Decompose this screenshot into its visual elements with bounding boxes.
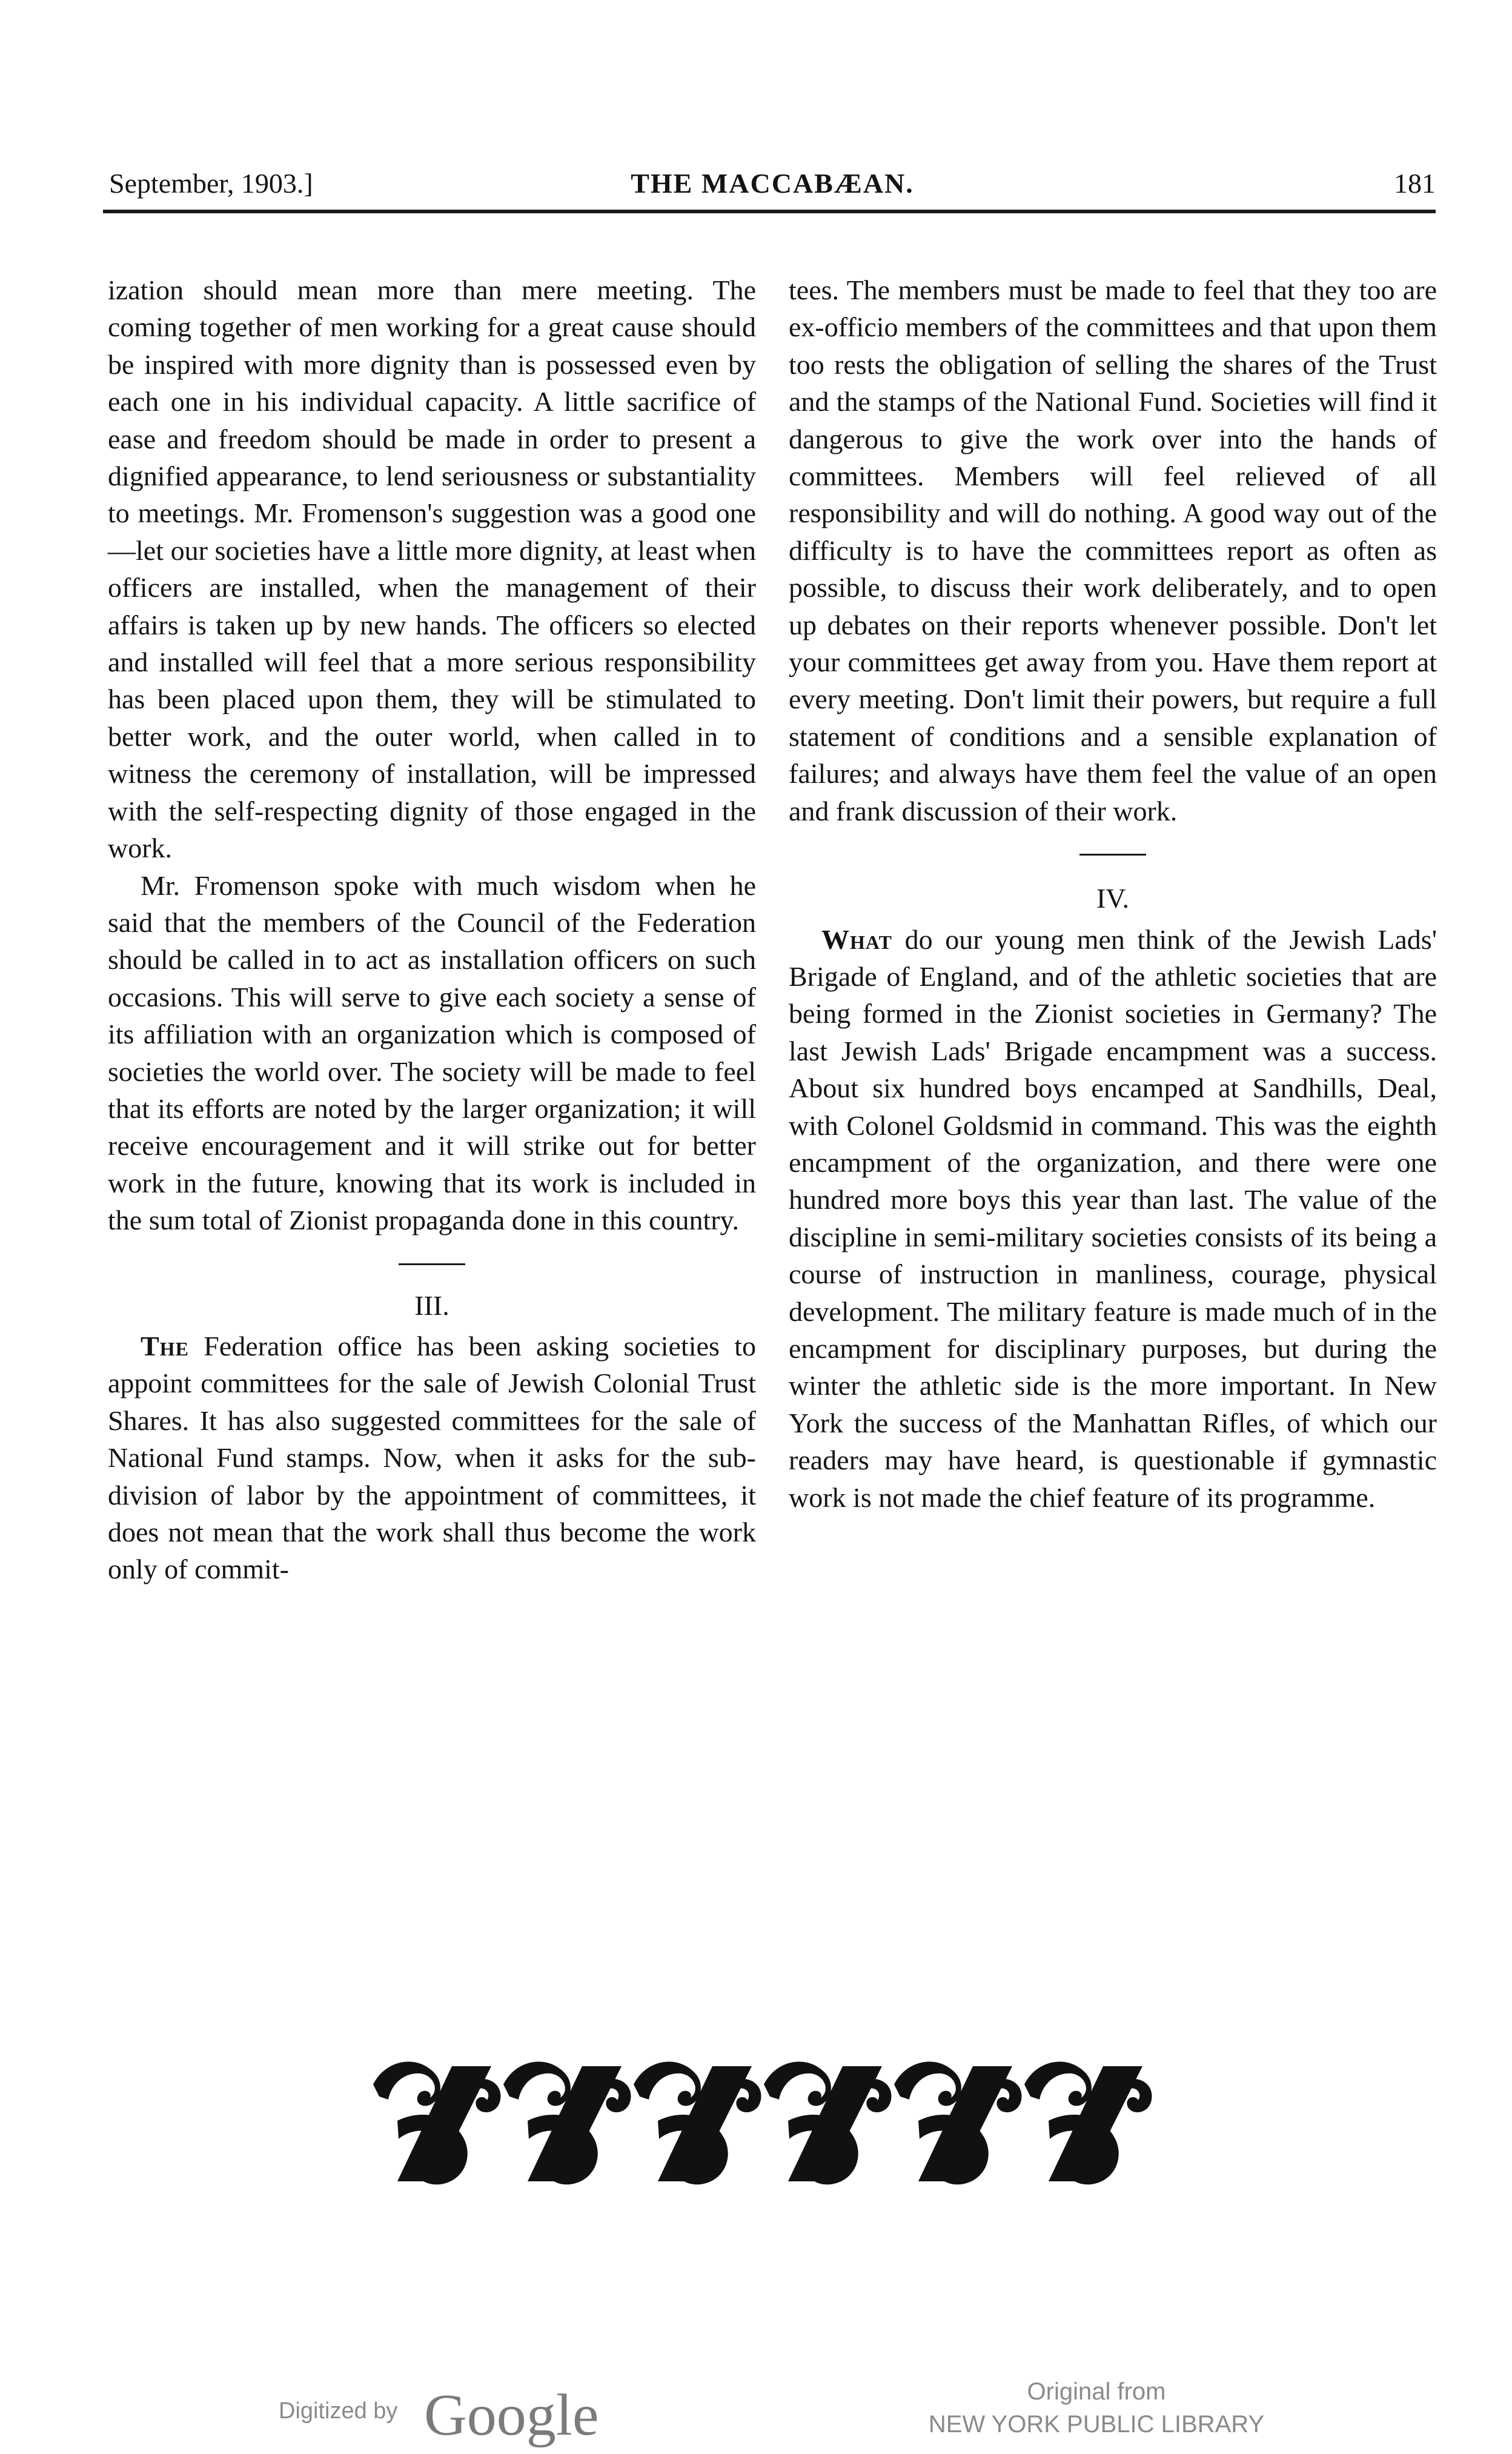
- left-column: [108, 271, 756, 1588]
- journal-title: THE MACCABÆAN.: [631, 168, 914, 199]
- section-divider: [1079, 854, 1146, 856]
- paragraph-text: Federation office has been asking societies to appoint committees for the sale of Jewish Colonial Trust Shares. It has also suggested committees for the sale of National Fund stamps. Now, when it asks for the sub-division of labor by the appointment of committees, it does not mean that the work shall thus become the work only of commit-: [108, 1330, 756, 1585]
- page-number: 181: [1394, 168, 1436, 199]
- section-heading-iv: IV.: [1096, 883, 1130, 914]
- paragraph: Mr. Fromenson spoke with much wisdom when he said that the members of the Council of the Federation should be called in to act as installation officers on such occasions. This will serve to give each society a sense of its affiliation with an organization which is composed of societies the world over. The society will be made to feel that its efforts are noted by the larger organization; it will receive encouragement and it will strike out for better work in the future, knowing that its work is included in the sum total of Zionist propaganda done in this country.: [108, 870, 756, 1236]
- paragraph: [108, 1328, 756, 1588]
- section-heading-iii: III.: [414, 1289, 449, 1321]
- digitized-by-google-watermark: [279, 2381, 642, 2454]
- library-name: NEW YORK PUBLIC LIBRARY: [928, 2411, 1265, 2438]
- lead-word: The: [141, 1330, 189, 1362]
- decorative-ornament: [361, 2048, 1167, 2193]
- original-from-text: Original from: [1027, 2378, 1166, 2405]
- paragraph: ization should mean more than mere meeting. The coming together of men working for a great cause should be inspired with more dignity than is possessed even by each one in his individual capacity. A little sacrifice of ease and freedom should be made in order to present a dignified appearance, to lend seriousness or substantiality to meetings. Mr. Fromenson's suggestion was a good one—let our societies have a little more dignity, at least when officers are installed, when the management of their affairs is taken up by new hands. The officers so elected and installed will feel that a more serious responsibility has been placed upon them, they will be stimulated to better work, and the outer world, when called in to witness the ceremony of installation, will be impressed with the self-respecting dignity of those engaged in the work.: [108, 274, 756, 864]
- paragraph: [789, 921, 1437, 1517]
- page-header: [109, 162, 1436, 205]
- paragraph-text: do our young men think of the Jewish Lads' Brigade of England, and of the athletic societies that are being formed in the Zionist societies in Germany? The last Jewish Lads' Brigade encampment was a success. About six hundred boys encamped at Sandhills, Deal, with Colonel Goldsmid in command. This was the eighth encampment of the organization, and there were one hundred more boys this year than last. The value of the discipline in semi-military societies consists of its being a course of instruction in manliness, courage, physical development. The military feature is made much of in the encampment for disciplinary purposes, but during the winter the athletic side is the more important. In New York the success of the Manhattan Rifles, of which our readers may have heard, is questionable if gymnastic work is not made the chief feature of its programme.: [789, 923, 1437, 1513]
- paragraph: tees. The members must be made to feel that they too are ex-officio members of the committees and that upon them too rests the obligation of selling the shares of the Trust and the stamps of the National Fund. Societies will find it dangerous to give the work over into the hands of committees. Members will feel relieved of all responsibility and will do nothing. A good way out of the difficulty is to have the committees report as often as possible, to discuss their work deliberately, and to open up debates on their reports whenever possible. Don't let your committees get away from you. Have them report at every meeting. Don't limit their powers, but require a full statement of conditions and a sensible explanation of failures; and always have them feel the value of an open and frank discussion of their work.: [789, 274, 1437, 826]
- section-divider: [399, 1263, 465, 1265]
- right-column: [789, 271, 1437, 1516]
- google-logo: Google: [424, 2383, 599, 2448]
- issue-date: September, 1903.]: [109, 168, 313, 199]
- digitized-by-text: Digitized by: [279, 2398, 398, 2424]
- lead-word: What: [821, 923, 892, 955]
- library-attribution: [884, 2375, 1308, 2438]
- header-rule: [103, 210, 1436, 213]
